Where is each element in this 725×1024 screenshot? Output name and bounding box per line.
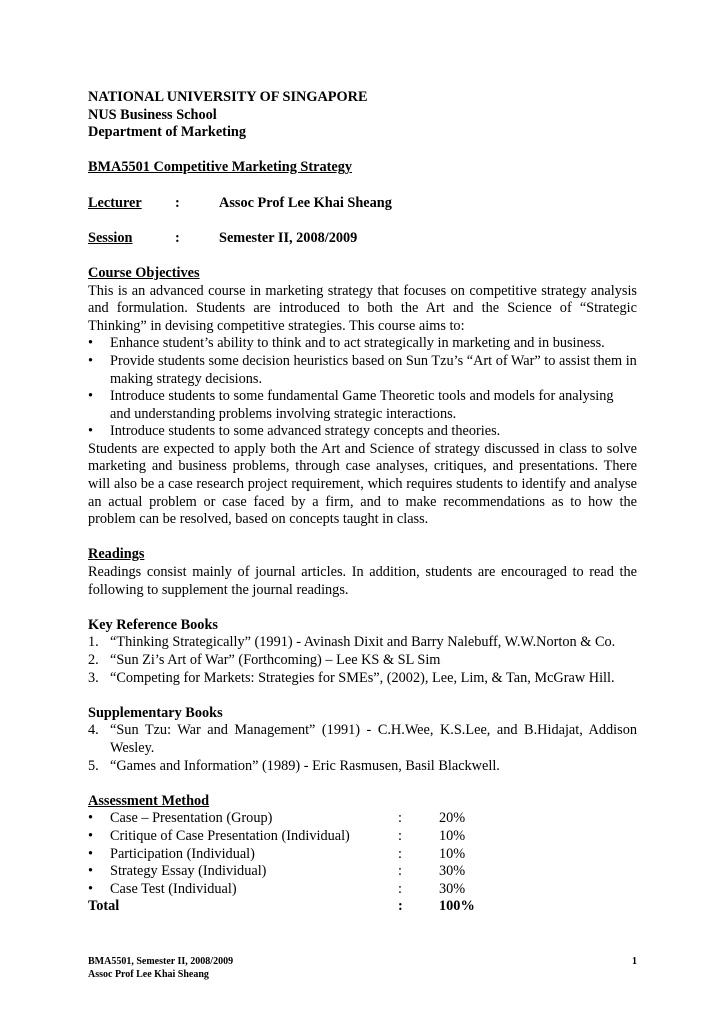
department-name: Department of Marketing (88, 124, 247, 141)
objectives-closing: Students are expected to apply both the Art and Science of strategy discussed in class to solve marketing and business problems, through case analyses, critiques, and presentations. There will also be a case research project requirement, which requires students to identify and analyse an actual problem or case faced by a firm, and to make recommendations as to how the problem can be resolved, based on concepts taught in class. (88, 440, 637, 528)
page-number: 1 (632, 956, 637, 967)
book-item: 3. “Competing for Markets: Strategies for SMEs”, (2002), Lee, Lim, & Tan, McGraw Hill. (88, 669, 615, 686)
readings-text: Readings consist mainly of journal articles. In addition, students are encouraged to read the following to supplement the journal readings. (88, 564, 637, 598)
page-footer (88, 956, 637, 981)
book-item: 4. “Sun Tzu: War and Management” (1991) - C.H.Wee, K.S.Lee, and B.Hidajat, Addison Wesley. (88, 722, 637, 756)
assessment-row: • Case Test (Individual) : 30% (88, 880, 466, 897)
session-label: Session (88, 229, 133, 246)
objective-item: • Enhance student’s ability to think and to act strategically in marketing and in business. (88, 335, 637, 353)
university-name: NATIONAL UNIVERSITY OF SINGAPORE (88, 89, 368, 105)
book-item: 5. “Games and Information” (1989) - Eric Rasmusen, Basil Blackwell. (88, 757, 500, 774)
assessment-table (88, 810, 637, 916)
assessment-heading: Assessment Method (88, 792, 210, 809)
footer-course: BMA5501, Semester II, 2008/2009 (88, 956, 234, 967)
lecturer-label: Lecturer (88, 194, 142, 211)
objectives-intro: This is an advanced course in marketing strategy that focuses on competitive strategy analysis and formulation. Students are introduced to both the Art and the Science of “Strategic Thinking” in devising competitive strategies. This course aims to: (88, 282, 637, 334)
key-books-heading: Key Reference Books (88, 616, 218, 633)
objective-item: • Introduce students to some advanced strategy concepts and theories. (88, 423, 637, 441)
objective-item: • Introduce students to some fundamental Game Theoretic tools and models for analysing and understanding problems involving strategic interactions. (88, 388, 637, 423)
book-item: 1. “Thinking Strategically” (1991) - Avinash Dixit and Barry Nalebuff, W.W.Norton & Co. (88, 634, 616, 651)
book-item: 2. “Sun Zi’s Art of War” (Forthcoming) – Lee KS & SL Sim (88, 652, 441, 668)
objectives-heading: Course Objectives (88, 264, 200, 281)
school-name: NUS Business School (88, 106, 217, 123)
session-value: Semester II, 2008/2009 (219, 229, 358, 246)
lecturer-value: Assoc Prof Lee Khai Sheang (219, 194, 392, 211)
supp-books-heading: Supplementary Books (88, 704, 223, 721)
assessment-row: • Critique of Case Presentation (Individual) : 10% (88, 827, 466, 844)
assessment-row: • Participation (Individual) : 10% (88, 845, 466, 862)
key-books-list (88, 634, 637, 687)
readings-heading: Readings (88, 546, 145, 563)
lecturer-row (88, 195, 637, 213)
assessment-row: • Case – Presentation (Group) : 20% (88, 810, 466, 827)
assessment-total-row: Total : 100% (88, 898, 475, 915)
footer-lecturer: Assoc Prof Lee Khai Sheang (88, 968, 209, 980)
supp-books-list (88, 722, 637, 775)
lecturer-colon: : (175, 194, 180, 211)
session-row (88, 230, 637, 248)
objective-item: • Provide students some decision heuristics based on Sun Tzu’s “Art of War” to assist them in making strategy decisions. (88, 353, 637, 388)
assessment-row: • Strategy Essay (Individual) : 30% (88, 863, 466, 880)
course-title: BMA5501 Competitive Marketing Strategy (88, 159, 353, 176)
document-body (88, 89, 637, 916)
objectives-list (88, 335, 637, 441)
session-colon: : (175, 229, 180, 246)
